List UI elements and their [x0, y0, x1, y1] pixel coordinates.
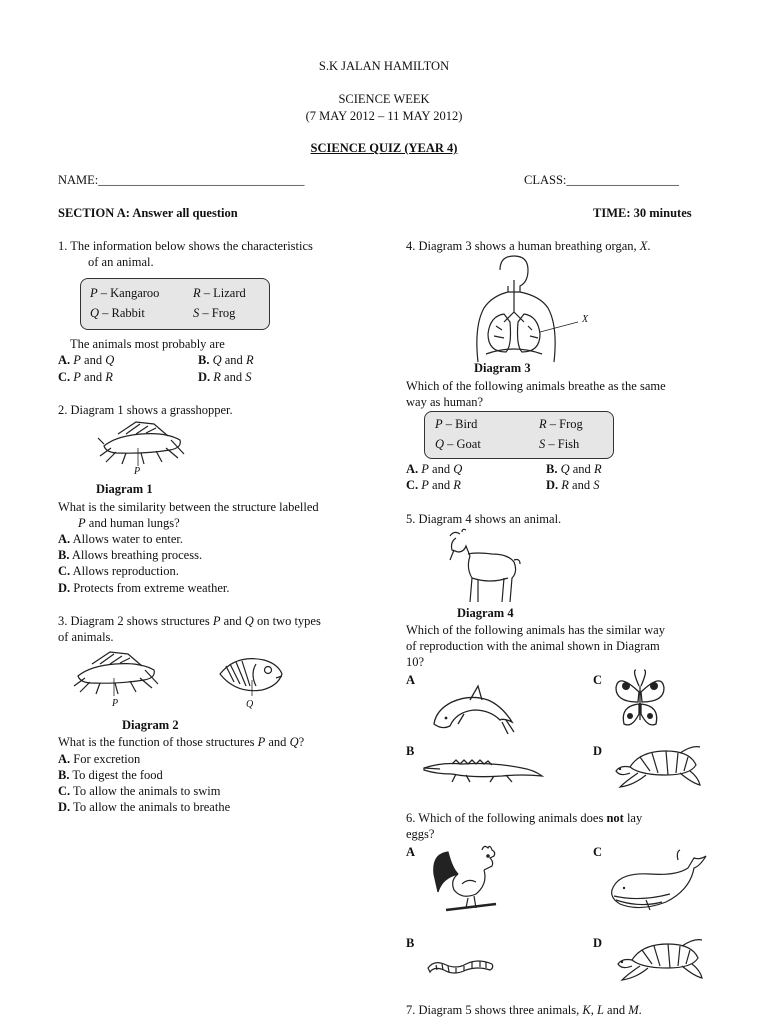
q4-box-s: S – Fish [539, 437, 580, 451]
q1-box-p: P – Kangaroo [90, 286, 160, 300]
q4-box-q: Q – Goat [435, 437, 481, 451]
q6-option-a-label[interactable]: A [406, 845, 416, 859]
q6-option-c-label[interactable]: C [593, 845, 603, 859]
q2-option-a[interactable]: A. Allows water to enter. [58, 532, 183, 546]
q2-label-p: P [134, 466, 141, 477]
q4-box-r: R – Frog [539, 417, 583, 431]
time-limit: TIME: 30 minutes [593, 206, 692, 220]
earthworm-illustration[interactable] [426, 956, 496, 976]
q4-animal-box [424, 411, 614, 459]
human-lungs-illustration [470, 256, 600, 364]
q7-stem: 7. Diagram 5 shows three animals, K, L and M. [406, 1003, 642, 1017]
q3-option-b[interactable]: B. To digest the food [58, 768, 163, 782]
q3-caption: Diagram 2 [122, 718, 179, 732]
q2-prompt-line2: P and human lungs? [78, 516, 180, 530]
q3-option-c[interactable]: C. To allow the animals to swim [58, 784, 221, 798]
q5-caption: Diagram 4 [457, 606, 514, 620]
q6-stem-line1: 6. Which of the following animals does not lay [406, 811, 643, 825]
quiz-title: SCIENCE QUIZ (YEAR 4) [310, 141, 458, 155]
q3-option-d[interactable]: D. To allow the animals to breathe [58, 800, 231, 814]
q4-prompt-line2: way as human? [406, 395, 484, 409]
q3-prompt: What is the function of those structures P and Q? [58, 735, 305, 749]
q5-prompt-line2: of reproduction with the animal shown in Diagram [406, 639, 660, 653]
q5-prompt [406, 622, 665, 670]
q6-stem [406, 810, 642, 842]
q2-prompt-line1: What is the similarity between the structure labelled [58, 500, 319, 514]
q2-option-c[interactable]: C. Allows reproduction. [58, 564, 179, 578]
q4-prompt-line1: Which of the following animals breathe as the same [406, 379, 666, 393]
goat-illustration [446, 528, 522, 606]
grasshopper-illustration [96, 418, 186, 468]
q1-option-a[interactable]: A. P and Q [58, 353, 115, 367]
q2-option-b[interactable]: B. Allows breathing process. [58, 548, 203, 562]
q6-option-b-label[interactable]: B [406, 936, 415, 950]
class-line: __________________ [566, 173, 679, 187]
q1-option-d[interactable]: D. R and S [198, 370, 252, 384]
q6-stem-line2: eggs? [406, 827, 435, 841]
q3-stem-line2: of animals. [58, 630, 114, 644]
q4-label-x: X [582, 314, 589, 325]
turtle-illustration-2[interactable] [612, 936, 706, 982]
q4-box-p: P – Bird [435, 417, 478, 431]
q5-option-c-label[interactable]: C [593, 673, 603, 687]
q1-option-c[interactable]: C. P and R [58, 370, 113, 384]
crocodile-illustration[interactable] [422, 754, 544, 784]
q2-option-d[interactable]: D. Protects from extreme weather. [58, 581, 230, 595]
q3-stem [58, 613, 321, 645]
q4-stem: 4. Diagram 3 shows a human breathing organ, X. [406, 239, 651, 253]
butterfly-illustration[interactable] [612, 668, 668, 734]
dolphin-illustration[interactable] [430, 680, 516, 738]
q1-stem-line2: of an animal. [88, 255, 154, 269]
q4-option-b[interactable]: B. Q and R [546, 462, 602, 476]
class-field[interactable] [524, 172, 679, 188]
q5-option-b-label[interactable]: B [406, 744, 415, 758]
q2-stem: 2. Diagram 1 shows a grasshopper. [58, 403, 233, 417]
q3-stem-line1: 3. Diagram 2 shows structures P and Q on two types [58, 614, 321, 628]
q1-option-b[interactable]: B. Q and R [198, 353, 254, 367]
school-name: S.K JALAN HAMILTON [318, 59, 450, 73]
class-label: CLASS: [524, 173, 567, 187]
q1-stem-line1: 1. The information below shows the characteristics [58, 239, 313, 253]
q4-option-a[interactable]: A. P and Q [406, 462, 463, 476]
q4-prompt [406, 378, 666, 410]
q1-stem [58, 238, 313, 270]
q1-box-s: S – Frog [193, 306, 236, 320]
q1-prompt: The animals most probably are [70, 337, 225, 351]
q2-prompt [58, 499, 319, 531]
q5-option-a-label[interactable]: A [406, 673, 416, 687]
q3-label-q: Q [246, 699, 254, 710]
turtle-illustration[interactable] [610, 743, 704, 789]
name-label: NAME: [58, 173, 99, 187]
name-line: _________________________________ [98, 173, 305, 187]
name-field[interactable] [58, 172, 305, 188]
q6-option-d-label[interactable]: D [593, 936, 603, 950]
section-heading: SECTION A: Answer all question [58, 206, 238, 220]
fish-illustration [216, 652, 286, 696]
q5-stem: 5. Diagram 4 shows an animal. [406, 512, 562, 526]
q5-prompt-line1: Which of the following animals has the similar way [406, 623, 665, 637]
event-dates: (7 MAY 2012 – 11 MAY 2012) [305, 109, 463, 123]
q4-option-d[interactable]: D. R and S [546, 478, 600, 492]
q3-option-a[interactable]: A. For excretion [58, 752, 141, 766]
q1-box-q: Q – Rabbit [90, 306, 145, 320]
grasshopper-illustration-2 [70, 648, 160, 698]
q1-box-r: R – Lizard [193, 286, 246, 300]
q3-label-p: P [112, 698, 119, 709]
q5-option-d-label[interactable]: D [593, 744, 603, 758]
q5-prompt-line3: 10? [406, 655, 425, 669]
q1-animal-box [80, 278, 270, 330]
q2-caption: Diagram 1 [96, 482, 153, 496]
event-name: SCIENCE WEEK [338, 92, 430, 106]
q4-option-c[interactable]: C. P and R [406, 478, 461, 492]
whale-illustration[interactable] [610, 850, 708, 914]
rooster-illustration[interactable] [432, 844, 502, 916]
q4-caption: Diagram 3 [474, 361, 531, 375]
